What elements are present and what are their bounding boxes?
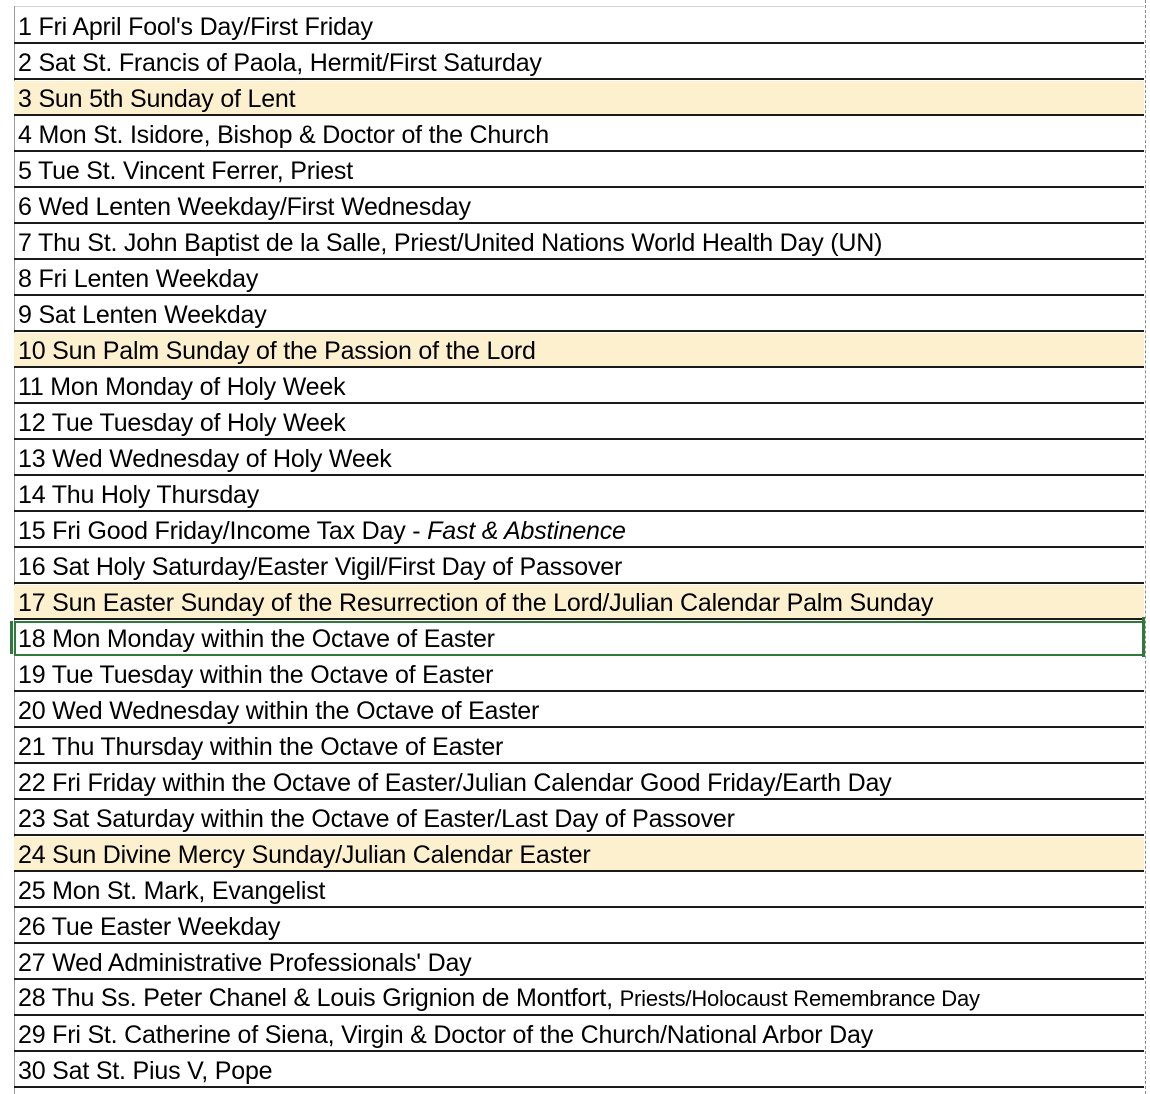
calendar-cell[interactable] (14, 948, 471, 978)
cell-text-segment: 25 Mon St. Mark, Evangelist (18, 877, 326, 905)
calendar-cell[interactable] (14, 264, 258, 294)
cell-text-segment: Fast & Abstinence (427, 517, 626, 545)
table-row[interactable] (14, 621, 1144, 656)
cell-text-segment: 6 Wed Lenten Weekday/First Wednesday (18, 193, 471, 221)
table-row[interactable] (14, 513, 1144, 548)
table-row[interactable] (14, 657, 1144, 692)
cell-text-segment: Priests/Holocaust Remembrance Day (619, 986, 980, 1011)
selection-handle[interactable] (1142, 617, 1145, 657)
cell-text-segment: 4 Mon St. Isidore, Bishop & Doctor of the Church (18, 121, 549, 149)
calendar-cell[interactable] (14, 840, 590, 870)
table-row[interactable] (14, 441, 1144, 476)
calendar-cell[interactable] (14, 588, 933, 618)
calendar-cell[interactable] (14, 192, 471, 222)
table-row[interactable] (14, 981, 1144, 1016)
calendar-cell[interactable] (14, 300, 267, 330)
cell-text-segment: 5 Tue St. Vincent Ferrer, Priest (18, 157, 353, 185)
calendar-cell[interactable] (14, 696, 539, 726)
table-row[interactable] (14, 837, 1144, 872)
table-row[interactable] (14, 873, 1144, 908)
cell-text-segment: 1 Fri April Fool's Day/First Friday (18, 13, 373, 41)
grid-top-border (14, 6, 1144, 7)
cell-text-segment: 24 Sun Divine Mercy Sunday/Julian Calendar Easter (18, 841, 591, 869)
cell-text-segment: 19 Tue Tuesday within the Octave of Easter (18, 661, 494, 689)
calendar-cell[interactable] (14, 516, 626, 546)
table-row[interactable] (14, 261, 1144, 296)
calendar-cell[interactable] (14, 444, 392, 474)
page-break-line (1145, 0, 1146, 1094)
calendar-cell[interactable] (14, 768, 891, 798)
calendar-cell[interactable] (14, 1056, 272, 1086)
table-row[interactable] (14, 729, 1144, 764)
cell-text-segment: 12 Tue Tuesday of Holy Week (18, 409, 346, 437)
calendar-cell[interactable] (14, 1020, 873, 1050)
cell-text-segment: 16 Sat Holy Saturday/Easter Vigil/First Day of Passover (18, 553, 623, 581)
cell-text-segment: 7 Thu St. John Baptist de la Salle, Priest/United Nations World Health Day (UN) (18, 229, 883, 257)
cell-text-segment: 17 Sun Easter Sunday of the Resurrection of the Lord/Julian Calendar Palm Sunday (18, 589, 934, 617)
cell-text-segment: 14 Thu Holy Thursday (18, 481, 260, 509)
calendar-cell[interactable] (14, 48, 542, 78)
cell-text-segment: 10 Sun Palm Sunday of the Passion of the Lord (18, 337, 536, 365)
cell-text-segment: 13 Wed Wednesday of Holy Week (18, 445, 392, 473)
table-row[interactable] (14, 945, 1144, 980)
table-row[interactable] (14, 585, 1144, 620)
calendar-cell[interactable] (14, 876, 325, 906)
calendar-cell[interactable] (14, 660, 493, 690)
table-row[interactable] (14, 765, 1144, 800)
table-row[interactable] (14, 693, 1144, 728)
table-row[interactable] (14, 549, 1144, 584)
cell-text-segment: 29 Fri St. Catherine of Siena, Virgin & Doctor of the Church/National Arbor Day (18, 1021, 874, 1049)
cell-text-segment: 15 Fri Good Friday/Income Tax Day - (18, 517, 428, 545)
cell-text-segment: 20 Wed Wednesday within the Octave of Easter (18, 697, 540, 725)
calendar-cell[interactable] (14, 732, 503, 762)
calendar-cell[interactable] (14, 120, 549, 150)
calendar-cell[interactable] (14, 624, 495, 654)
cell-text-segment: 27 Wed Administrative Professionals' Day (18, 949, 472, 977)
table-row[interactable] (14, 369, 1144, 404)
calendar-cell[interactable] (14, 372, 345, 402)
calendar-cell[interactable] (14, 228, 882, 258)
cell-text-segment: 30 Sat St. Pius V, Pope (18, 1057, 273, 1085)
cell-text-segment: 11 Mon Monday of Holy Week (18, 373, 346, 401)
cell-text-segment: 8 Fri Lenten Weekday (18, 265, 259, 293)
cell-text-segment: 2 Sat St. Francis of Paola, Hermit/First Saturday (18, 49, 542, 77)
table-row[interactable] (14, 189, 1144, 224)
cell-text-segment: 28 Thu Ss. Peter Chanel & Louis Grignion de Montfort, (18, 984, 620, 1012)
calendar-cell[interactable] (14, 552, 622, 582)
table-row[interactable] (14, 1053, 1144, 1088)
calendar-cell[interactable] (14, 336, 536, 366)
table-row[interactable] (14, 45, 1144, 80)
table-row[interactable] (14, 801, 1144, 836)
table-row[interactable] (14, 117, 1144, 152)
cell-text-segment: 3 Sun 5th Sunday of Lent (18, 85, 296, 113)
table-row[interactable] (14, 81, 1144, 116)
calendar-cell[interactable] (14, 804, 735, 834)
table-row[interactable] (14, 297, 1144, 332)
calendar-cell[interactable] (14, 156, 353, 186)
cell-text-segment: 23 Sat Saturday within the Octave of Easter/Last Day of Passover (18, 805, 735, 833)
cell-text-segment: 26 Tue Easter Weekday (18, 913, 281, 941)
calendar-cell[interactable] (14, 408, 346, 438)
selection-left-edge (10, 621, 13, 654)
cell-text-segment: 9 Sat Lenten Weekday (18, 301, 267, 329)
table-row[interactable] (14, 1017, 1144, 1052)
table-row[interactable] (14, 225, 1144, 260)
cell-text-segment: 18 Mon Monday within the Octave of Easter (18, 625, 495, 653)
calendar-cell[interactable] (14, 480, 259, 510)
table-row[interactable] (14, 477, 1144, 512)
calendar-cell[interactable] (14, 912, 280, 942)
table-row[interactable] (14, 333, 1144, 368)
calendar-cell[interactable] (14, 12, 373, 42)
cell-text-segment: 21 Thu Thursday within the Octave of Easter (18, 733, 504, 761)
table-row[interactable] (14, 9, 1144, 44)
cell-text-segment: 22 Fri Friday within the Octave of Easter/Julian Calendar Good Friday/Earth Day (18, 769, 892, 797)
calendar-cell[interactable] (14, 84, 295, 114)
table-row[interactable] (14, 153, 1144, 188)
table-row[interactable] (14, 909, 1144, 944)
calendar-cell[interactable] (14, 983, 980, 1014)
table-row[interactable] (14, 405, 1144, 440)
